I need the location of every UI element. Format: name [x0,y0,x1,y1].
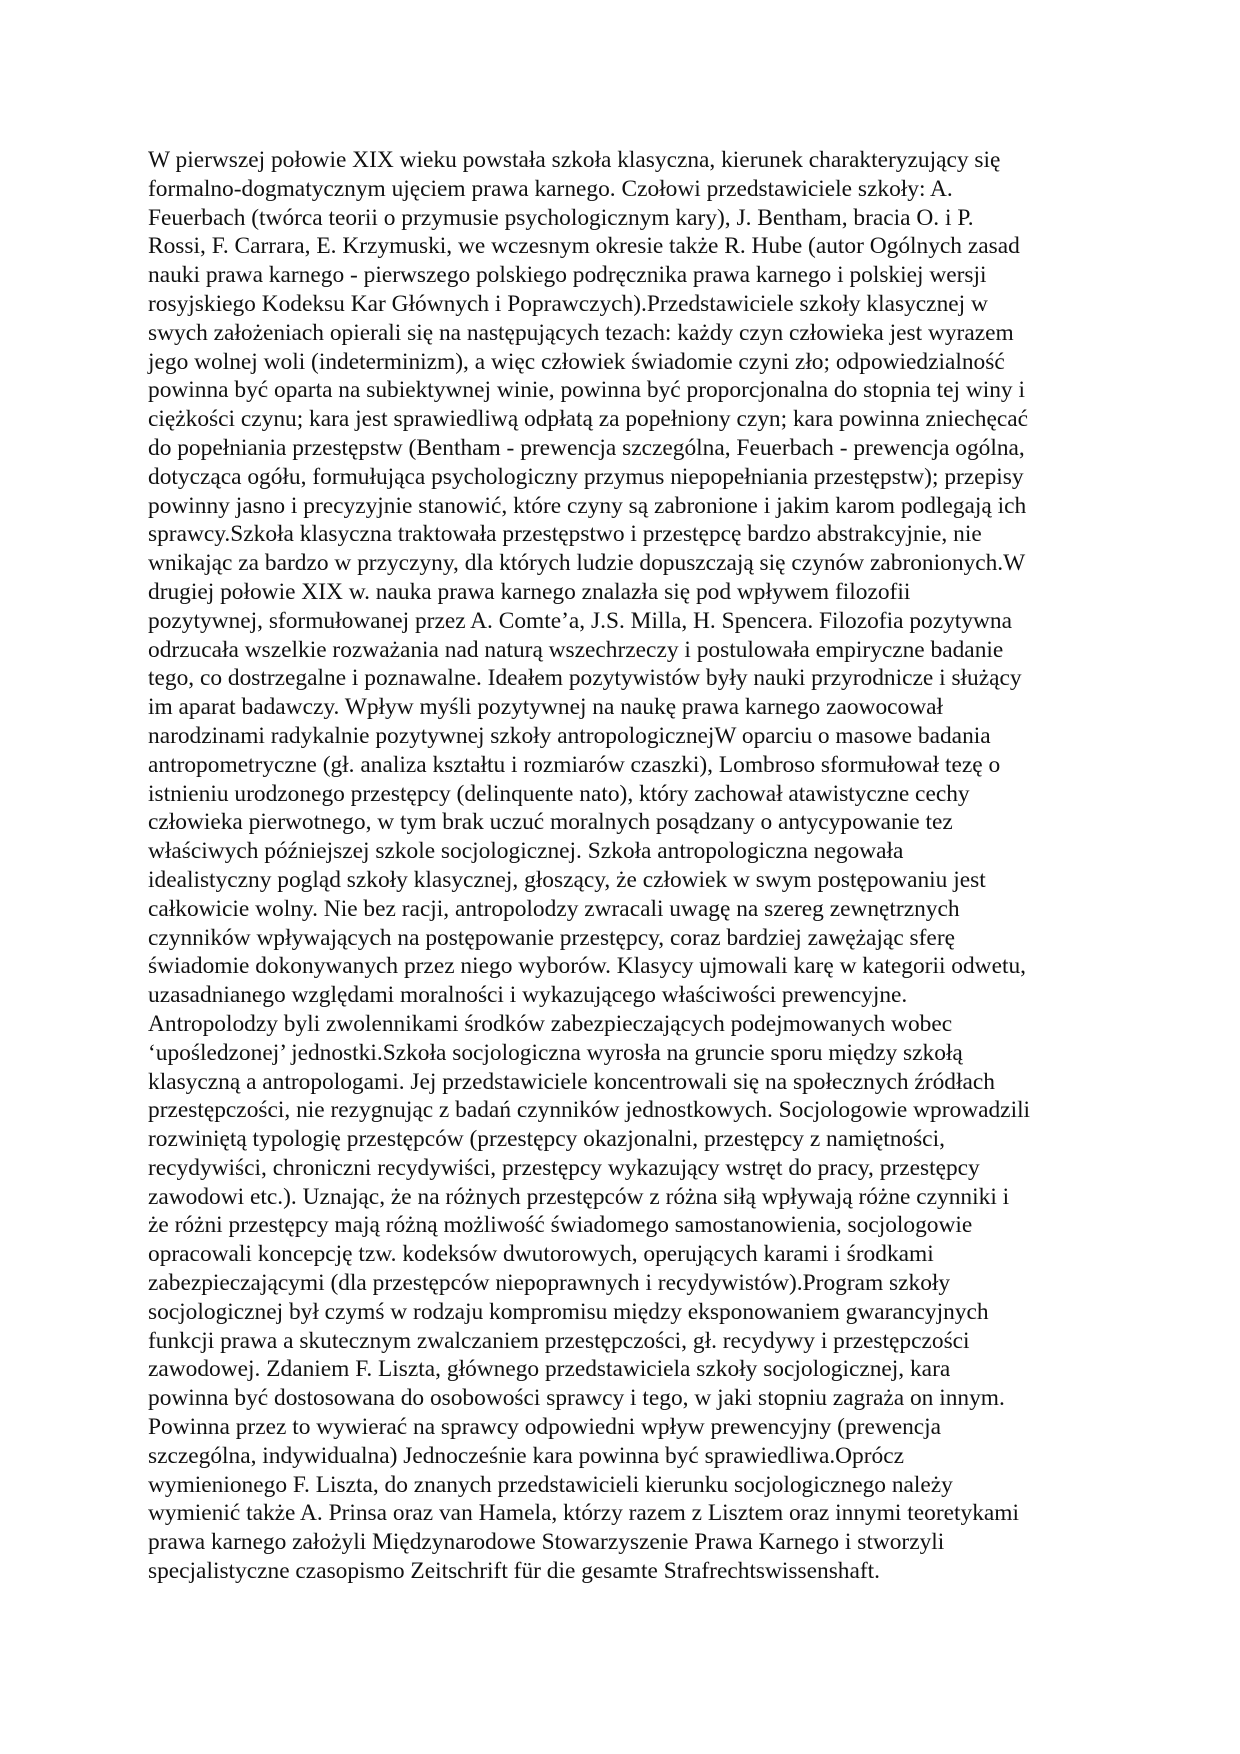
text-line: Antropolodzy byli zwolennikami środków zabezpieczających podejmowanych wobec [148,1010,953,1037]
text-line: idealistyczny pogląd szkoły klasycznej, głoszący, że człowiek w swym postępowaniu jest [148,866,986,893]
text-line: recydywiści, chroniczni recydywiści, przestępcy wykazujący wstręt do pracy, przestępcy [148,1154,980,1181]
text-line: tego, co dostrzegalne i poznawalne. Ideałem pozytywistów były nauki przyrodnicze i służący [148,665,1022,692]
text-line: formalno-dogmatycznym ujęciem prawa karnego. Czołowi przedstawiciele szkoły: A. [148,175,953,202]
text-line: antropometryczne (gł. analiza kształtu i rozmiarów czaszki), Lombroso sformułował tezę o [148,751,1001,778]
text-line: Rossi, F. Carrara, E. Krzymuski, we wczesnym okresie także R. Hube (autor Ogólnych zasad [148,233,1020,260]
text-line: właściwych późniejszej szkole socjologicznej. Szkoła antropologiczna negowała [148,838,904,865]
text-line: rosyjskiego Kodeksu Kar Głównych i Poprawczych).Przedstawiciele szkoły klasycznej w [148,290,988,317]
text-line: powinna być dostosowana do osobowości sprawcy i tego, w jaki stopniu zagraża on innym. [148,1385,1005,1412]
text-line: powinny jasno i precyzyjnie stanowić, które czyny są zabronione i jakim karom podlegają ich [148,492,1027,519]
text-line: pozytywnej, sformułowanej przez A. Comte’a, J.S. Milla, H. Spencera. Filozofia pozytywna [148,607,1012,634]
text-line: W pierwszej połowie XIX wieku powstała szkoła klasyczna, kierunek charakteryzujący się [148,147,1001,173]
text-line: opracowali koncepcję tzw. kodeksów dwutorowych, operujących karami i środkami [148,1241,934,1268]
text-line: nauki prawa karnego - pierwszego polskiego podręcznika prawa karnego i polskiej wersji [148,262,987,289]
text-line: świadomie dokonywanych przez niego wyborów. Klasycy ujmowali karę w kategorii odwetu, [148,953,1026,980]
text-line: ciężkości czynu; kara jest sprawiedliwą odpłatą za popełniony czyn; kara powinna zniechęcać [148,406,1029,433]
text-line: Feuerbach (twórca teorii o przymusie psychologicznym kary), J. Bentham, bracia O. i P. [148,204,974,231]
text-line: zabezpieczającymi (dla przestępców niepoprawnych i recydywistów).Program szkoły [148,1270,951,1297]
text-line: specjalistyczne czasopismo Zeitschrift für die gesamte Strafrechtswissenshaft. [148,1558,881,1585]
text-line: do popełniania przestępstw (Bentham - prewencja szczególna, Feuerbach - prewencja ogólna, [148,434,1025,461]
text-line: przestępczości, nie rezygnując z badań czynników jednostkowych. Socjologowie wprowadzili [148,1097,1031,1124]
text-line: dotycząca ogółu, formułująca psychologiczny przymus niepopełniania przestępstw); przepisy [148,463,1024,490]
text-line: wymienionego F. Liszta, do znanych przedstawicieli kierunku socjologicznego należy [148,1471,953,1498]
text-line: że różni przestępcy mają różną możliwość świadomego samostanowienia, socjologowie [148,1212,973,1239]
text-line: powinna być oparta na subiektywnej winie, powinna być proporcjonalna do stopnia tej winy i [148,377,1025,404]
text-line: funkcji prawa a skutecznym zwalczaniem przestępczości, gł. recydywy i przestępczości [148,1327,970,1354]
text-line: wnikając za bardzo w przyczyny, dla których ludzie dopuszczają się czynów zabronionych.W [148,550,1026,577]
text-line: narodzinami radykalnie pozytywnej szkoły antropologicznejW oparciu o masowe badania [148,722,991,749]
text-line: swych założeniach opierali się na następujących tezach: każdy czyn człowieka jest wyrazem [148,319,1014,346]
text-line: klasyczną a antropologami. Jej przedstawiciele koncentrowali się na społecznych źródłach [148,1068,995,1095]
text-line: jego wolnej woli (indeterminizm), a więc człowiek świadomie czyni zło; odpowiedzialność [148,348,1005,375]
text-line: szczególna, indywidualna) Jednocześnie kara powinna być sprawiedliwa.Oprócz [148,1442,905,1469]
text-line: im aparat badawczy. Wpływ myśli pozytywnej na naukę prawa karnego zaowocował [148,694,943,721]
text-line: uzasadnianego względami moralności i wykazującego właściwości prewencyjne. [148,982,908,1009]
text-line: prawa karnego założyli Międzynarodowe Stowarzyszenie Prawa Karnego i stworzyli [148,1529,945,1556]
text-line: zawodowi etc.). Uznając, że na różnych przestępców z różna siłą wpływają różne czynniki i [148,1183,1010,1210]
text-line: zawodowej. Zdaniem F. Liszta, głównego przedstawiciela szkoły socjologicznej, kara [148,1356,951,1383]
text-line: ‘upośledzonej’ jednostki.Szkoła socjologiczna wyrosła na gruncie sporu między szkołą [148,1039,963,1066]
text-line: człowieka pierwotnego, w tym brak uczuć moralnych posądzany o antycypowanie tez [148,809,953,836]
text-line: czynników wpływających na postępowanie przestępcy, coraz bardziej zawężając sferę [148,924,955,951]
text-line: socjologicznej był czymś w rodzaju kompromisu między eksponowaniem gwarancyjnych [148,1298,989,1325]
text-line: istnieniu urodzonego przestępcy (delinquente nato), który zachował atawistyczne cechy [148,780,970,807]
text-line: odrzucała wszelkie rozważania nad naturą wszechrzeczy i postulowała empiryczne badanie [148,636,1004,663]
text-line: wymienić także A. Prinsa oraz van Hamela, którzy razem z Lisztem oraz innymi teoretykami [148,1500,1019,1527]
body-paragraph [148,146,1100,1586]
text-line: całkowicie wolny. Nie bez racji, antropolodzy zwracali uwagę na szereg zewnętrznych [148,895,960,922]
text-line: rozwiniętą typologię przestępców (przestępcy okazjonalni, przestępcy z namiętności, [148,1126,945,1153]
text-line: sprawcy.Szkoła klasyczna traktowała przestępstwo i przestępcę bardzo abstrakcyjnie, nie [148,521,982,548]
text-line: drugiej połowie XIX w. nauka prawa karnego znalazła się pod wpływem filozofii [148,578,911,605]
text-line: Powinna przez to wywierać na sprawcy odpowiedni wpływ prewencyjny (prewencja [148,1414,942,1441]
